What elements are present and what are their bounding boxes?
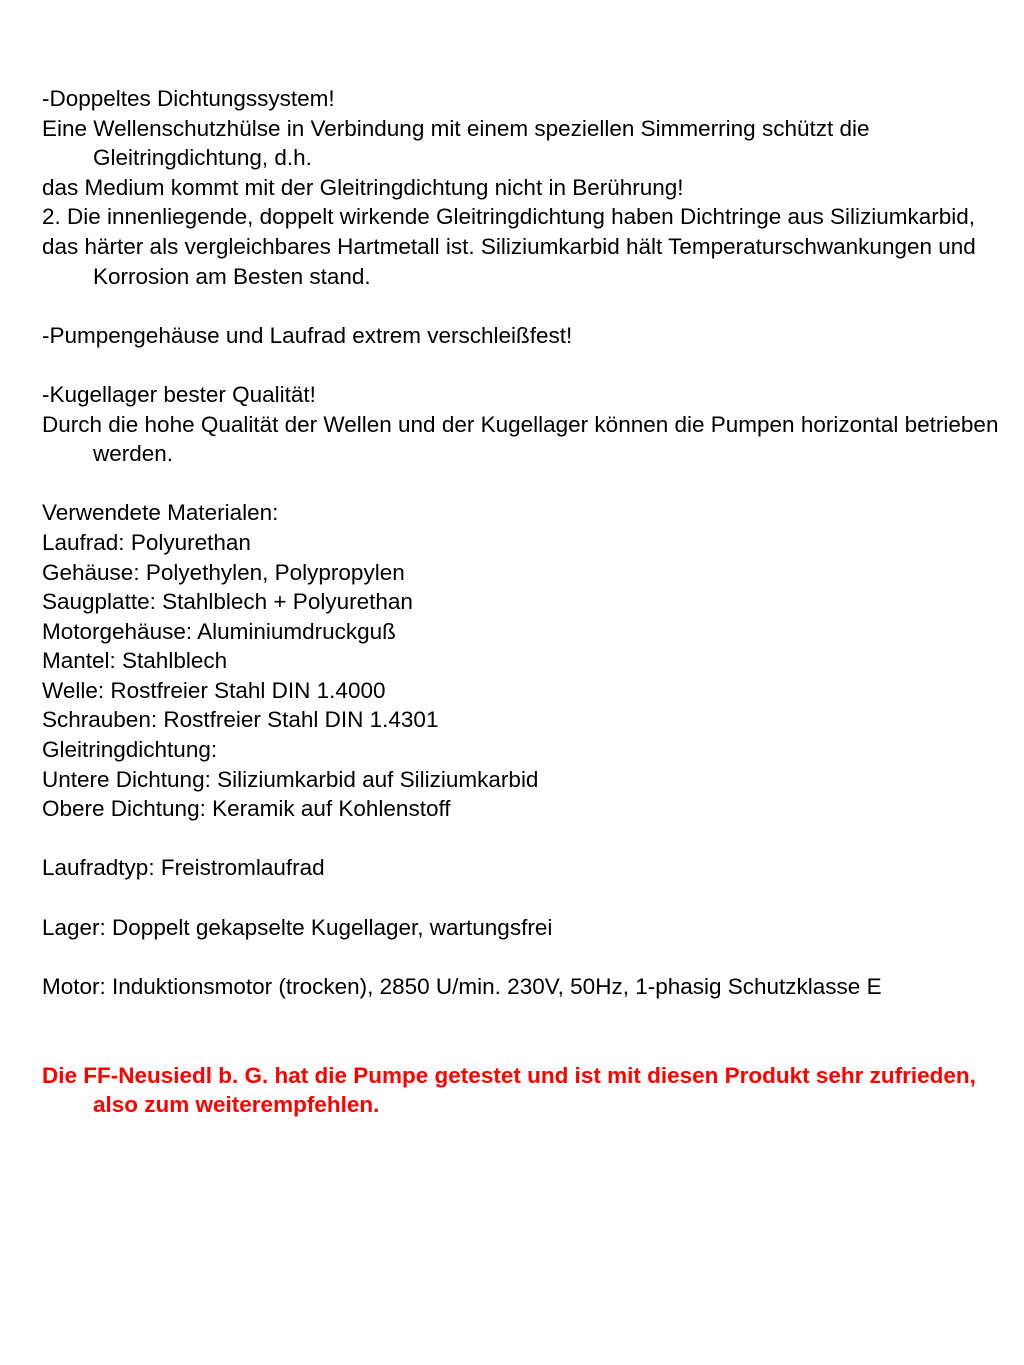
material-item: Schrauben: Rostfreier Stahl DIN 1.4301 — [42, 707, 439, 733]
recommendation-text: Die FF-Neusiedl b. G. hat die Pumpe getestet und ist mit diesen Produkt sehr zufrieden, also zum weiterempfehlen. — [42, 1062, 976, 1118]
housing-text: -Pumpengehäuse und Laufrad extrem verschleißfest! — [42, 322, 573, 348]
seal-line-4: das härter als vergleichbares Hartmetall ist. Siliziumkarbid hält Temperaturschwankungen und Korrosion am Besten stand. — [42, 233, 976, 289]
material-item: Mantel: Stahlblech — [42, 648, 228, 674]
spacer — [42, 883, 1002, 913]
material-item: Motorgehäuse: Aluminiumdruckguß — [42, 618, 396, 644]
material-item: Untere Dichtung: Siliziumkarbid auf Siliziumkarbid — [42, 766, 539, 792]
spacer — [42, 469, 1002, 499]
bearing-type: Lager: Doppelt gekapselte Kugellager, wartungsfrei — [42, 914, 553, 940]
motor-spec: Motor: Induktionsmotor (trocken), 2850 U/min. 230V, 50Hz, 1-phasig Schutzklasse E — [42, 973, 882, 999]
materials-heading: Verwendete Materialen: — [42, 500, 279, 526]
seal-heading: -Doppeltes Dichtungssystem! — [42, 86, 335, 111]
spacer — [42, 1001, 1002, 1060]
spacer — [42, 350, 1002, 380]
spacer — [42, 942, 1002, 972]
material-item: Gehäuse: Polyethylen, Polypropylen — [42, 559, 405, 585]
spacer — [42, 291, 1002, 321]
material-item: Obere Dichtung: Keramik auf Kohlenstoff — [42, 796, 451, 822]
material-item: Gleitringdichtung: — [42, 737, 218, 763]
bearings-text: Durch die hohe Qualität der Wellen und der Kugellager können die Pumpen horizontal betrieben werden. — [42, 411, 999, 467]
seal-line-2: das Medium kommt mit der Gleitringdichtung nicht in Berührung! — [42, 174, 684, 200]
impeller-type: Laufradtyp: Freistromlaufrad — [42, 855, 325, 881]
seal-line-3: 2. Die innenliegende, doppelt wirkende Gleitringdichtung haben Dichtringe aus Siliziumkarbid, — [42, 204, 976, 230]
material-item: Laufrad: Polyurethan — [42, 529, 251, 555]
document-page — [42, 84, 1002, 1120]
spacer — [42, 824, 1002, 854]
bearings-heading: -Kugellager bester Qualität! — [42, 381, 316, 407]
material-item: Welle: Rostfreier Stahl DIN 1.4000 — [42, 677, 386, 703]
material-item: Saugplatte: Stahlblech + Polyurethan — [42, 589, 413, 615]
seal-line-1: Eine Wellenschutzhülse in Verbindung mit einem speziellen Simmerring schützt die Gleitringdichtung, d.h. — [42, 115, 870, 171]
